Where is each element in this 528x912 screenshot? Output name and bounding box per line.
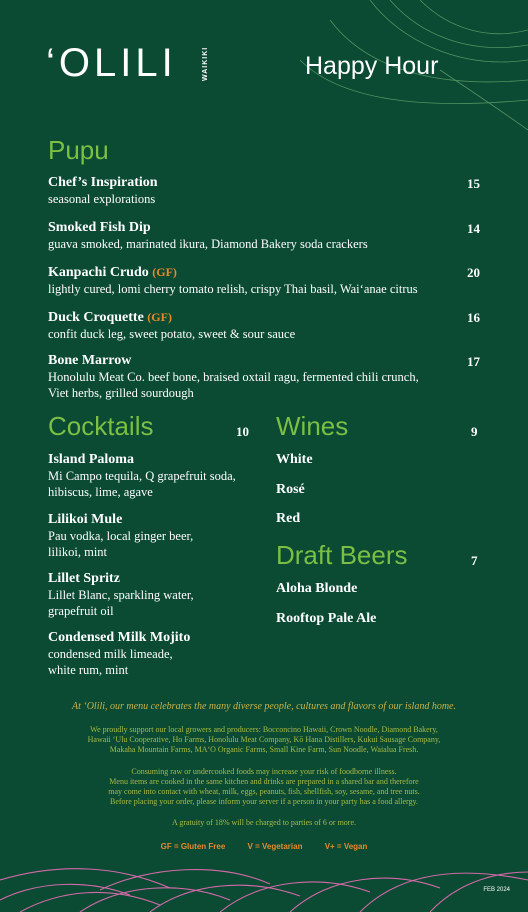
item-name: Smoked Fish Dip <box>48 220 151 235</box>
footer-gratuity: A gratuity of 18% will be charged to parties of 6 or more. <box>171 818 357 827</box>
gf-badge: (GF) <box>152 265 177 279</box>
item-description: guava smoked, marinated ikura, Diamond Bakery soda crackers <box>48 237 368 251</box>
item-description: Lillet Blanc, sparkling water, <box>48 588 194 602</box>
beer-item: Rooftop Pale Ale <box>276 611 377 626</box>
item-description: white rum, mint <box>48 663 129 677</box>
gf-badge: (GF) <box>147 310 172 324</box>
section-price: 9 <box>471 424 478 439</box>
menu-item <box>48 353 468 401</box>
menu-item <box>48 264 480 297</box>
support-line: Makaha Mountain Farms, MA‘O Organic Farms, Small Kine Farm, Sun Noodle, Waialua Fresh. <box>109 745 419 754</box>
item-price: 15 <box>467 176 480 191</box>
warning-line: Menu items are cooked in the same kitchen and drinks are prepared in a shared bar and therefore <box>109 777 419 786</box>
menu-item <box>48 571 268 619</box>
item-name: Island Paloma <box>48 452 134 467</box>
item-name: Lilikoi Mule <box>48 512 123 527</box>
menu-item <box>48 512 268 560</box>
logo-text: ‘OLILI <box>46 41 177 85</box>
item-description: confit duck leg, sweet potato, sweet & sour sauce <box>48 327 296 341</box>
item-description: Honolulu Meat Co. beef bone, braised oxtail ragu, fermented chili crunch, <box>48 370 419 384</box>
item-description: Pau vodka, local ginger beer, <box>48 529 194 543</box>
section-title-beers: Draft Beers <box>276 540 408 570</box>
item-description: grapefruit oil <box>48 604 114 618</box>
item-name: Bone Marrow <box>48 353 132 368</box>
item-name: Condensed Milk Mojito <box>48 630 191 645</box>
legend-vplus: V+ = Vegan <box>324 842 368 851</box>
legend-v: V = Vegetarian <box>247 842 303 851</box>
footer-support <box>30 725 498 755</box>
warning-line: Before placing your order, please inform your server if a person in your party has a food allergy. <box>109 797 419 806</box>
support-line: Hawaii ‘Ulu Cooperative, Ho Farms, Honolulu Meat Company, Kō Hana Distillers, Kukui Sausage Company, <box>87 735 441 744</box>
legend-gf: GF = Gluten Free <box>160 842 226 851</box>
item-name: Lillet Spritz <box>48 571 120 586</box>
section-title-pupu: Pupu <box>48 135 109 165</box>
logo-subtitle: WAIKIKI <box>202 46 209 82</box>
footer-tagline: At ‘Olili, our menu celebrates the many diverse people, cultures and flavors of our island home. <box>71 701 456 712</box>
item-description: lightly cured, lomi cherry tomato relish, crispy Thai basil, Wai‘anae citrus <box>48 282 418 296</box>
item-description: seasonal explorations <box>48 192 156 206</box>
item-price: 20 <box>467 265 480 280</box>
item-name: Chef’s Inspiration <box>48 175 158 190</box>
item-price: 17 <box>467 354 480 369</box>
wine-item: White <box>276 452 313 467</box>
menu-item <box>48 452 268 500</box>
brand-logo <box>46 40 209 86</box>
item-price: 16 <box>467 310 480 325</box>
item-name-row <box>48 309 480 326</box>
item-price: 14 <box>467 221 480 236</box>
item-name: Kanpachi Crudo <box>48 265 149 280</box>
item-name: Duck Croquette <box>48 310 144 325</box>
warning-line: may come into contact with wheat, milk, eggs, peanuts, fish, shellfish, soy, sesame, and tree nuts. <box>108 787 420 796</box>
menu-item <box>48 309 480 342</box>
section-title-wines: Wines <box>276 411 349 441</box>
item-description: Mi Campo tequila, Q grapefruit soda, <box>48 469 236 483</box>
menu-item <box>48 175 480 207</box>
item-description: condensed milk limeade, <box>48 647 173 661</box>
item-description: lilikoi, mint <box>48 545 108 559</box>
beer-item: Aloha Blonde <box>276 581 358 596</box>
wine-item: Rosé <box>276 482 305 497</box>
item-description: hibiscus, lime, agave <box>48 485 153 499</box>
section-title-cocktails: Cocktails <box>48 411 154 441</box>
item-name-row <box>48 264 480 281</box>
menu-item <box>48 220 480 252</box>
menu-date: FEB 2024 <box>483 887 510 893</box>
warning-line: Consuming raw or undercooked foods may increase your risk of foodborne illness. <box>131 767 397 776</box>
section-price: 7 <box>471 553 478 568</box>
support-line: We proudly support our local growers and producers: Bocconcino Hawaii, Crown Noodle, Diamond Bakery, <box>90 725 438 734</box>
wine-item: Red <box>276 511 301 526</box>
menu-item <box>48 630 268 678</box>
footer-allergy-warning <box>30 767 498 807</box>
diet-legend <box>0 842 528 851</box>
section-price: 10 <box>236 424 249 439</box>
item-description: Viet herbs, grilled sourdough <box>48 386 194 400</box>
page-title: Happy Hour <box>305 52 439 80</box>
